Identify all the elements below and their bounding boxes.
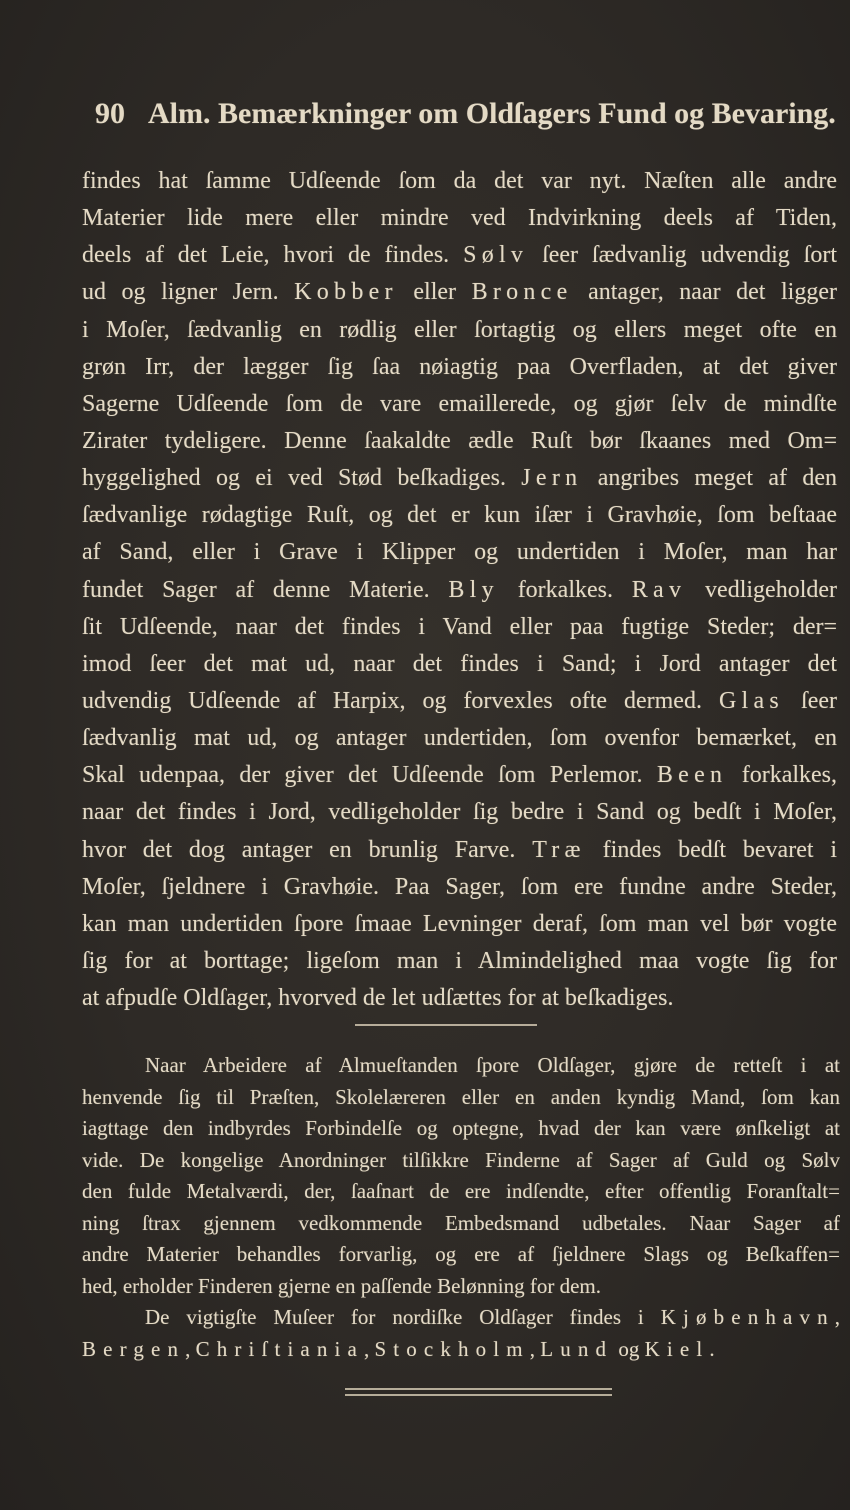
text-run: Zirater tydeligere. Denne ſaakaldte ædle Ruſt bør ſkaanes med Om= bbox=[82, 427, 837, 454]
text-run: ſædvanlige rødagtige Ruſt, og det er kun iſær i Gravhøie, ſom beſtaae bbox=[82, 502, 837, 529]
text-run: vedligeholder bbox=[686, 576, 837, 603]
text-line bbox=[82, 163, 837, 200]
text-run: ſeer ſædvanlig udvendig ſort bbox=[528, 242, 837, 269]
text-run: eller bbox=[397, 279, 472, 306]
spaced-word: Chriſtiania bbox=[195, 1336, 364, 1361]
text-line bbox=[82, 646, 837, 683]
spaced-word: Rav bbox=[631, 576, 687, 603]
text-run: og bbox=[613, 1336, 645, 1361]
text-line bbox=[82, 1208, 840, 1240]
text-run: hyggelighed og ei ved Stød beſkadiges. bbox=[82, 465, 522, 492]
text-run: forkalkes. bbox=[498, 576, 632, 603]
text-line bbox=[82, 1082, 840, 1114]
spaced-word: Bly bbox=[448, 576, 499, 603]
text-line bbox=[82, 757, 837, 794]
text-line bbox=[82, 794, 837, 831]
running-head bbox=[0, 92, 850, 136]
text-line bbox=[82, 497, 837, 534]
text-run: ſig for at borttage; ligeſom man i Almindelighed maa vogte ſig for bbox=[82, 947, 837, 974]
text-line bbox=[82, 1271, 840, 1303]
text-line bbox=[82, 1050, 840, 1082]
text-line bbox=[82, 312, 837, 349]
text-run: antager, naar det ligger bbox=[572, 279, 837, 306]
paragraph-finders-notice bbox=[82, 1050, 840, 1302]
spaced-word: Glas bbox=[718, 687, 785, 714]
text-line bbox=[82, 534, 837, 571]
text-run: , bbox=[834, 1305, 840, 1330]
text-line bbox=[82, 720, 837, 757]
text-run: Naar Arbeidere af Almueſtanden ſpore Oldſager, gjøre de retteſt i at bbox=[145, 1053, 840, 1077]
text-run: ſædvanlig mat ud, og antager undertiden, ſom ovenfor bemærket, en bbox=[82, 725, 837, 752]
text-line bbox=[82, 572, 837, 609]
text-run: i Moſer, ſædvanlig en rødlig eller ſortagtig og ellers meget ofte en bbox=[82, 316, 837, 343]
page-number: 90 bbox=[95, 97, 125, 130]
spaced-word: Stockholm bbox=[374, 1336, 530, 1361]
paragraph-museums bbox=[82, 1302, 840, 1365]
text-run: andre Materier behandles forvarlig, og ere af ſjeldnere Slags og Beſkaffen= bbox=[82, 1242, 840, 1267]
spaced-word: Jern bbox=[521, 465, 583, 492]
text-run: den fulde Metalværdi, der, ſaaſnart de ere indſendte, efter offentlig Foranſtalt= bbox=[82, 1179, 840, 1204]
end-rule-lower bbox=[345, 1394, 612, 1396]
text-run: imod ſeer det mat ud, naar det findes i Sand; i Jord antager det bbox=[82, 650, 837, 677]
text-run: , bbox=[363, 1336, 375, 1361]
text-run: , bbox=[185, 1336, 196, 1361]
text-run: angribes meget af den bbox=[582, 465, 837, 492]
paragraph-preservation bbox=[82, 163, 837, 1017]
text-line bbox=[82, 1145, 840, 1177]
text-line bbox=[82, 869, 837, 906]
text-run: Materier lide mere eller mindre ved Indvirkning deels af Tiden, bbox=[82, 205, 837, 232]
text-line bbox=[82, 274, 837, 311]
text-line bbox=[82, 1302, 840, 1334]
text-run: at afpudſe Oldſager, hvorved de let udſættes for at beſkadiges. bbox=[82, 985, 674, 1012]
text-run: henvende ſig til Præſten, Skolelæreren eller en anden kyndig Mand, ſom kan bbox=[82, 1084, 840, 1109]
text-line bbox=[82, 200, 837, 237]
text-line bbox=[82, 1334, 840, 1366]
text-line bbox=[82, 349, 837, 386]
spaced-word: Træ bbox=[532, 836, 586, 863]
text-run: findes hat ſamme Udſeende ſom da det var nyt. Næſten alle andre bbox=[82, 168, 837, 194]
text-run: forkalkes, bbox=[727, 762, 837, 789]
text-run: Skal udenpaa, der giver det Udſeende ſom Perlemor. bbox=[82, 762, 657, 789]
text-run: udvendig Udſeende af Harpix, og forvexles ofte dermed. bbox=[82, 687, 719, 714]
text-line bbox=[82, 423, 837, 460]
text-run: Moſer, ſjeldnere i Gravhøie. Paa Sager, ſom ere fundne andre Steder, bbox=[82, 873, 837, 900]
text-run: fundet Sager af denne Materie. bbox=[82, 576, 449, 603]
text-line bbox=[82, 832, 837, 869]
spaced-word: Kjøbenhavn bbox=[660, 1305, 835, 1330]
text-run: hed, erholder Finderen gjerne en paſſende Belønning for dem. bbox=[82, 1273, 601, 1298]
text-run: ſeer bbox=[784, 687, 837, 714]
running-title: Alm. Bemærkninger om Oldſagers Fund og Bevaring. bbox=[148, 97, 836, 130]
text-run: ning ſtrax gjennem vedkommende Embedsmand udbetales. Naar Sager af bbox=[82, 1210, 840, 1235]
spaced-word: Lund bbox=[540, 1336, 614, 1361]
text-run: findes bedſt bevaret i bbox=[585, 836, 837, 863]
spaced-word: Kobber bbox=[294, 279, 398, 306]
text-run: grøn Irr, der lægger ſig ſaa nøiagtig paa Overfladen, at det giver bbox=[82, 353, 837, 380]
text-line bbox=[82, 237, 837, 274]
text-run: naar det findes i Jord, vedligeholder ſig bedre i Sand og bedſt i Moſer, bbox=[82, 799, 837, 826]
text-run: . bbox=[709, 1336, 715, 1361]
text-run: deels af det Leie, hvori de findes. bbox=[82, 242, 464, 269]
spaced-word: Bergen bbox=[82, 1336, 186, 1361]
text-run: Sagerne Udſeende ſom de vare emaillerede, og gjør ſelv de mindſte bbox=[82, 390, 837, 417]
text-run: ud og ligner Jern. bbox=[82, 279, 295, 306]
spaced-word: Bronce bbox=[471, 279, 573, 306]
text-line bbox=[82, 906, 837, 943]
text-run: iagttage den indbyrdes Forbindelſe og optegne, hvad der kan være ønſkeligt at bbox=[82, 1116, 840, 1141]
text-line bbox=[82, 460, 837, 497]
text-line bbox=[82, 1113, 840, 1145]
text-line bbox=[82, 683, 837, 720]
text-run: hvor det dog antager en brunlig Farve. bbox=[82, 836, 533, 863]
text-line bbox=[82, 1239, 840, 1271]
spaced-word: Sølv bbox=[463, 242, 529, 269]
text-run: , bbox=[529, 1336, 541, 1361]
text-line bbox=[82, 609, 837, 646]
end-rule-upper bbox=[345, 1388, 612, 1390]
spaced-word: Kiel bbox=[644, 1336, 710, 1361]
text-line bbox=[82, 943, 837, 980]
text-run: De vigtigſte Muſeer for nordiſke Oldſager findes i bbox=[145, 1305, 661, 1330]
text-run: vide. De kongelige Anordninger tilſikkre Finderne af Sager af Guld og Sølv bbox=[82, 1147, 840, 1172]
section-divider bbox=[355, 1024, 537, 1026]
text-line bbox=[82, 980, 837, 1017]
text-run: ſit Udſeende, naar det findes i Vand eller paa fugtige Steder; der= bbox=[82, 613, 837, 640]
text-line bbox=[82, 1176, 840, 1208]
spaced-word: Been bbox=[656, 762, 728, 789]
text-run: af Sand, eller i Grave i Klipper og undertiden i Moſer, man har bbox=[82, 539, 837, 566]
text-run: kan man undertiden ſpore ſmaae Levninger deraf, ſom man vel bør vogte bbox=[82, 910, 837, 937]
text-line bbox=[82, 386, 837, 423]
